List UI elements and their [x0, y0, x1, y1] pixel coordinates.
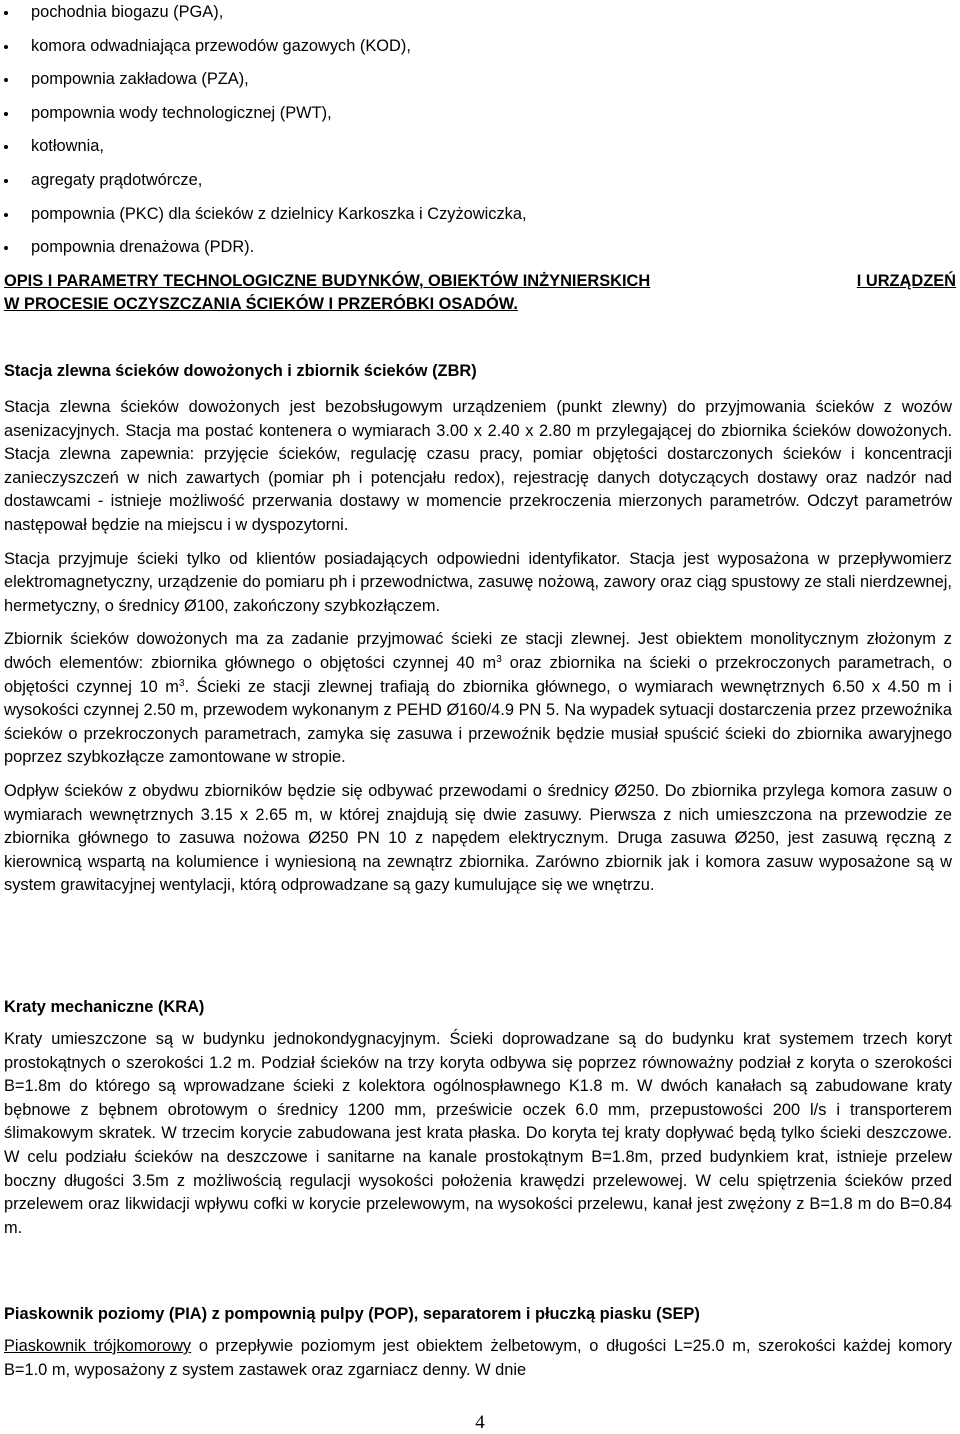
- list-item: komora odwadniająca przewodów gazowych (KOD),: [0, 34, 960, 68]
- list-item: kotłownia,: [0, 134, 960, 168]
- page-number: 4: [475, 1412, 485, 1433]
- zbr-paragraph-3: [4, 628, 952, 770]
- pia-heading: Piaskownik poziomy (PIA) z pompownią pulpy (POP), separatorem i płuczką piasku (SEP): [4, 1305, 700, 1323]
- list-item: agregaty prądotwórcze,: [0, 168, 960, 202]
- list-item: pompownia (PKC) dla ścieków z dzielnicy Karkoszka i Czyżowiczka,: [0, 202, 960, 236]
- zbr-paragraph-2: Stacja przyjmuje ścieki tylko od klientów posiadających odpowiedni identyfikator. Stacja jest wyposażona w przepływomierz elektromagnetyczny, urządzenie do pomiaru ph i przewodnictwa, zasuwę nożową, zawory oraz ciąg spustowy ze stali nierdzewnej, hermetyczny, o średnicy Ø100, zakończony szybkozłączem.: [4, 549, 952, 615]
- zbr-p3-part-c: . Ścieki ze stacji zlewnej trafiają do zbiornika głównego, o wymiarach wewnętrznych 6.50 x 4.50 m i wysokości czynnej 2.50 m, przewodem wykonanym z PEHD Ø160/4.9 PN 5. Na wypadek sytuacji dostarczenia przez przewoźnika ścieków o przekroczonych parametrach, zamyka się zasuwa i przewoźnik będzie musiał spuścić ścieki do zbiornika awaryjnego poprzez szybkozłącze zamontowane w stropie.: [4, 677, 953, 767]
- pia-section: [4, 1302, 952, 1382]
- section-heading-line1: OPIS I PARAMETRY TECHNOLOGICZNE BUDYNKÓW, OBIEKTÓW INŻYNIERSKICH: [4, 272, 651, 290]
- equipment-list: [0, 0, 960, 269]
- kra-heading: Kraty mechaniczne (KRA): [4, 998, 205, 1016]
- zbr-p3-part-b: oraz zbiornika na ścieki o przekroczonych parametrach, o objętości czynnej 10 m: [4, 653, 952, 696]
- kra-paragraph-1: Kraty umieszczone są w budynku jednokondygnacyjnym. Ścieki doprowadzane są do budynku krat systemem trzech koryt prostokątnych o szerokości 1.2 m. Podział ścieków na trzy koryta odbywa się poprzez równoważny podział z koryta o szerokości B=1.8m do którego są wprowadzane ścieki z kolektora ogólnospławnego K1.8 m. W dwóch kanałach są zabudowane kraty bębnowe z bębnem obrotowym o średnicy 1200 mm, prześwicie oczek 6.0 mm, przepustowości 200 l/s i transporterem ślimakowym skratek. W trzecim korycie zabudowana jest krata płaska. Do koryta tej kraty dopływać będą tylko ścieki deszczowe. W celu podziału ścieków na deszczowe i sanitarne na kanale prostokątnym B=1.8m, przed budynkiem krat, istnieje przelew boczny długości 3.5m z możliwością regulacji wysokości położenia krawędzi przelewowej. W celu spiętrzenia ścieków przed przelewem oraz likwidacji wpływu cofki w korycie przelewowym, na wysokości przelewu, kanał jest zwężony z B=1.8 m do B=0.84 m.: [4, 1030, 952, 1237]
- zbr-p3-part-a: Zbiornik ścieków dowożonych ma za zadanie przyjmować ścieki ze stacji zlewnej. Jest obiektem monolitycznym złożonym z dwóch elementów: zbiornika głównego o objętości czynnej 40 m: [4, 630, 952, 672]
- section-heading-line2: W PROCESIE OCZYSZCZANIA ŚCIEKÓW I PRZERÓBKI OSADÓW.: [4, 295, 518, 313]
- pia-paragraph-1: [4, 1335, 952, 1382]
- superscript: 3: [178, 677, 185, 689]
- zbr-section: [4, 359, 952, 898]
- zbr-paragraph-4: Odpływ ścieków z obydwu zbiorników będzie się odbywać przewodami o średnicy Ø250. Do zbiornika przylega komora zasuw o wymiarach wewnętrznych 3.15 x 2.65 m, w której znajdują się dwie zasuwy. Pierwsza z nich umieszczona na przewodzie ze zbiornika głównego to zasuwa nożowa Ø250 PN 10 z napędem elektrycznym. Druga zasuwa Ø250, jest zasuwą ręczną z kierownicą wspartą na kolumience i wyniesioną na zewnątrz zbiornika. Zarówno zbiornik jak i komora zasuw wyposażone są w system grawitacyjnej wentylacji, którą odprowadzane są gazy kumulujące się we wnętrzu.: [4, 781, 952, 895]
- list-item: pochodnia biogazu (PGA),: [0, 0, 960, 34]
- list-item: pompownia zakładowa (PZA),: [0, 67, 960, 101]
- zbr-paragraph-1: Stacja zlewna ścieków dowożonych jest bezobsługowym urządzeniem (punkt zlewny) do przyjmowania ścieków z wozów asenizacyjnych. Stacja ma postać kontenera o wymiarach 3.00 x 2.40 x 2.80 m przylegającej do zbiornika ścieków dowożonych. Stacja zlewna zapewnia: przyjęcie ścieków, regulację czasu pracy, pomiar objętości dostarczonych ścieków i koncentracji zanieczyszczeń w nich zawartych (pomiar ph i potencjału redox), rejestrację danych dotyczących dostawy oraz nadzór nad dostawcami - istnieje możliwość przerwania dostawy w momencie przekroczenia mierzonych parametrów. Odczyt parametrów następował będzie na miejscu i w dyspozytorni.: [4, 398, 952, 534]
- section-heading-line1-end: I URZĄDZEŃ: [856, 272, 956, 290]
- section-heading: [4, 270, 956, 316]
- pia-text: o przepływie poziomym jest obiektem żelbetowym, o długości L=25.0 m, szerokości każdej komory B=1.0 m, wyposażony z system zastawek oraz zgarniacz denny. W dnie: [4, 1337, 953, 1379]
- zbr-heading: Stacja zlewna ścieków dowożonych i zbiornik ścieków (ZBR): [4, 362, 477, 380]
- kra-section: [4, 995, 952, 1240]
- list-item: pompownia drenażowa (PDR).: [0, 235, 960, 269]
- list-item: pompownia wody technologicznej (PWT),: [0, 101, 960, 135]
- pia-lead: Piaskownik trójkomorowy: [4, 1337, 192, 1355]
- superscript: 3: [496, 653, 502, 665]
